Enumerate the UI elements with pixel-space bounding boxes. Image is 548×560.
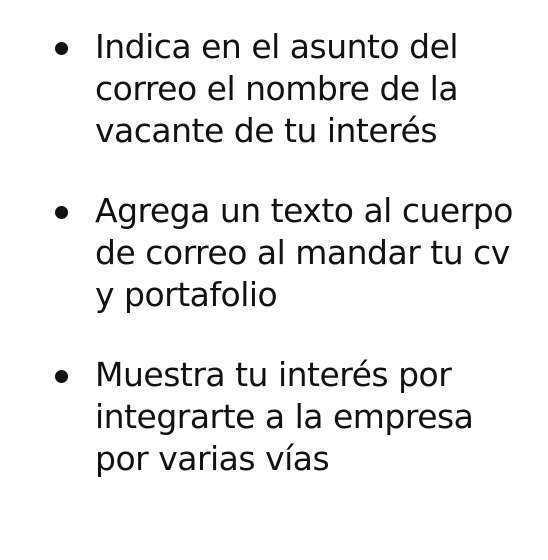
bullet-icon bbox=[55, 42, 68, 55]
tip-item-asunto bbox=[52, 26, 522, 152]
tip-line: y portafolio bbox=[95, 275, 278, 314]
tip-line: de correo al mandar tu cv bbox=[95, 233, 510, 272]
tip-item-cuerpo bbox=[52, 190, 522, 316]
tip-line: Indica en el asunto del bbox=[95, 27, 459, 66]
bullet-icon bbox=[55, 370, 68, 383]
tip-item-interes bbox=[52, 354, 522, 480]
tip-line: por varias vías bbox=[95, 439, 330, 478]
tip-line: integrarte a la empresa bbox=[95, 397, 474, 436]
tip-line: Muestra tu interés por bbox=[95, 355, 452, 394]
bullet-icon bbox=[55, 206, 68, 219]
tip-line: vacante de tu interés bbox=[95, 111, 438, 150]
tip-line: Agrega un texto al cuerpo bbox=[95, 191, 513, 230]
tip-line: correo el nombre de la bbox=[95, 69, 459, 108]
tips-list bbox=[52, 26, 522, 480]
